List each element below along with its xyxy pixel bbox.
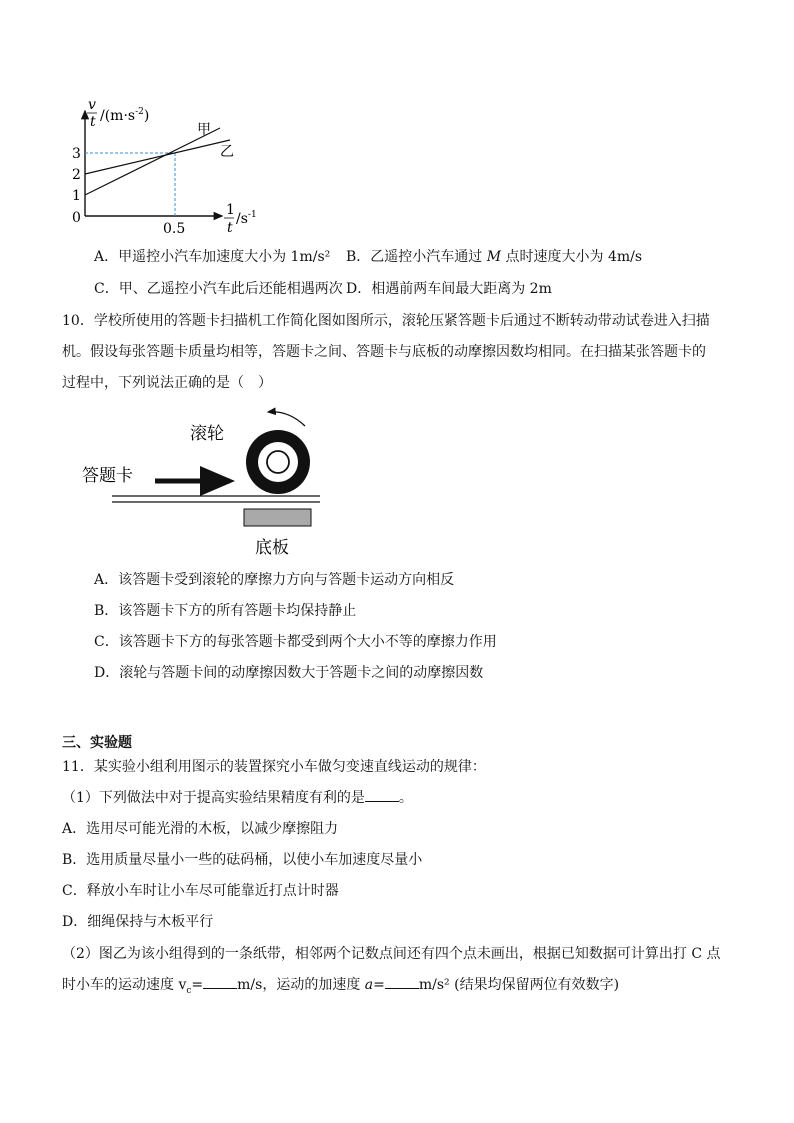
label-base: 底板 [255,538,289,558]
answer-blank-a [385,976,419,989]
q11-option-d: D．细绳保持与木板平行 [62,914,214,930]
q10-option-b: B．该答题卡下方的所有答题卡均保持静止 [94,603,357,619]
q11-part1: （1）下列做法中对于提高实验结果精度有利的是 。 [62,790,413,806]
q11-option-a: A．选用尽可能光滑的木板，以减少摩擦阻力 [62,821,339,837]
section-title: 三、实验题 [62,735,132,751]
y-label-den: t [90,114,96,130]
q9-option-d: D．相遇前两车间最大距离为 2m [346,281,552,297]
q11-stem: 11．某实验小组利用图示的装置探究小车做匀变速直线运动的规律： [62,759,486,775]
x-label-num: 1 [226,202,235,218]
answer-blank [365,789,399,802]
label-yi: 乙 [220,144,234,160]
q10-stem-line2: 机。假设每张答题卡质量均相等，答题卡之间、答题卡与底板的动摩擦因数均相同。在扫描某张答题卡的 [62,344,706,360]
q9-option-c: C．甲、乙遥控小汽车此后还能相遇两次 [94,281,343,297]
label-roller: 滚轮 [190,424,224,444]
label-card: 答题卡 [82,466,133,486]
x-unit: $/s^{-1}$ [236,210,257,227]
line-yi [85,140,230,174]
x-tick-05: 0.5 [163,221,186,235]
q11-option-b: B．选用质量尽量小一些的砝码桶，以使小车加速度尽量小 [62,852,423,868]
y-label-num: v [88,97,96,113]
y-unit: $/(m\cdot s^{-2})$ [100,107,150,124]
rotation-arrow-icon [268,412,305,426]
x-label-den: t [227,220,233,235]
y-tick-2: 2 [72,167,81,183]
label-jia: 甲 [197,122,211,138]
y-tick-3: 3 [72,146,81,162]
q9-option-a: A．甲遥控小汽车加速度大小为 1m/s² [94,249,331,265]
roller-hub [267,451,289,473]
q11-option-c: C．释放小车时让小车尽可能靠近打点计时器 [62,883,339,899]
q11-part2-line2: 时小车的运动速度 $v_c= m/s$，运动的加速度 a= m/s² (结果均保留两位有效数字) [62,977,620,996]
scanner-diagram [80,400,340,560]
answer-blank-vc [203,976,237,989]
y-tick-1: 1 [72,188,81,204]
q10-stem-line3: 过程中，下列说法正确的是（ ） [62,375,272,391]
line-jia [85,128,220,195]
q9-option-b: B．乙遥控小汽车通过 M 点时速度大小为 4m/s [346,249,643,265]
y-tick-0: 0 [72,210,81,226]
q11-part2-line1: （2）图乙为该小组得到的一条纸带，相邻两个记数点间还有四个点未画出，根据已知数据可计算出打 C 点 [62,946,721,962]
q10-option-a: A．该答题卡受到滚轮的摩擦力方向与答题卡运动方向相反 [94,572,455,588]
q10-option-d: D．滚轮与答题卡间的动摩擦因数大于答题卡之间的动摩擦因数 [94,665,484,681]
q10-option-c: C．该答题卡下方的每张答题卡都受到两个大小不等的摩擦力作用 [94,634,497,650]
q10-stem-line1: 10．学校所使用的答题卡扫描机工作简化图如图所示，滚轮压紧答题卡后通过不断转动带动试卷进入扫描 [62,313,710,329]
vt-graph [60,95,270,235]
base-plate [244,509,311,526]
